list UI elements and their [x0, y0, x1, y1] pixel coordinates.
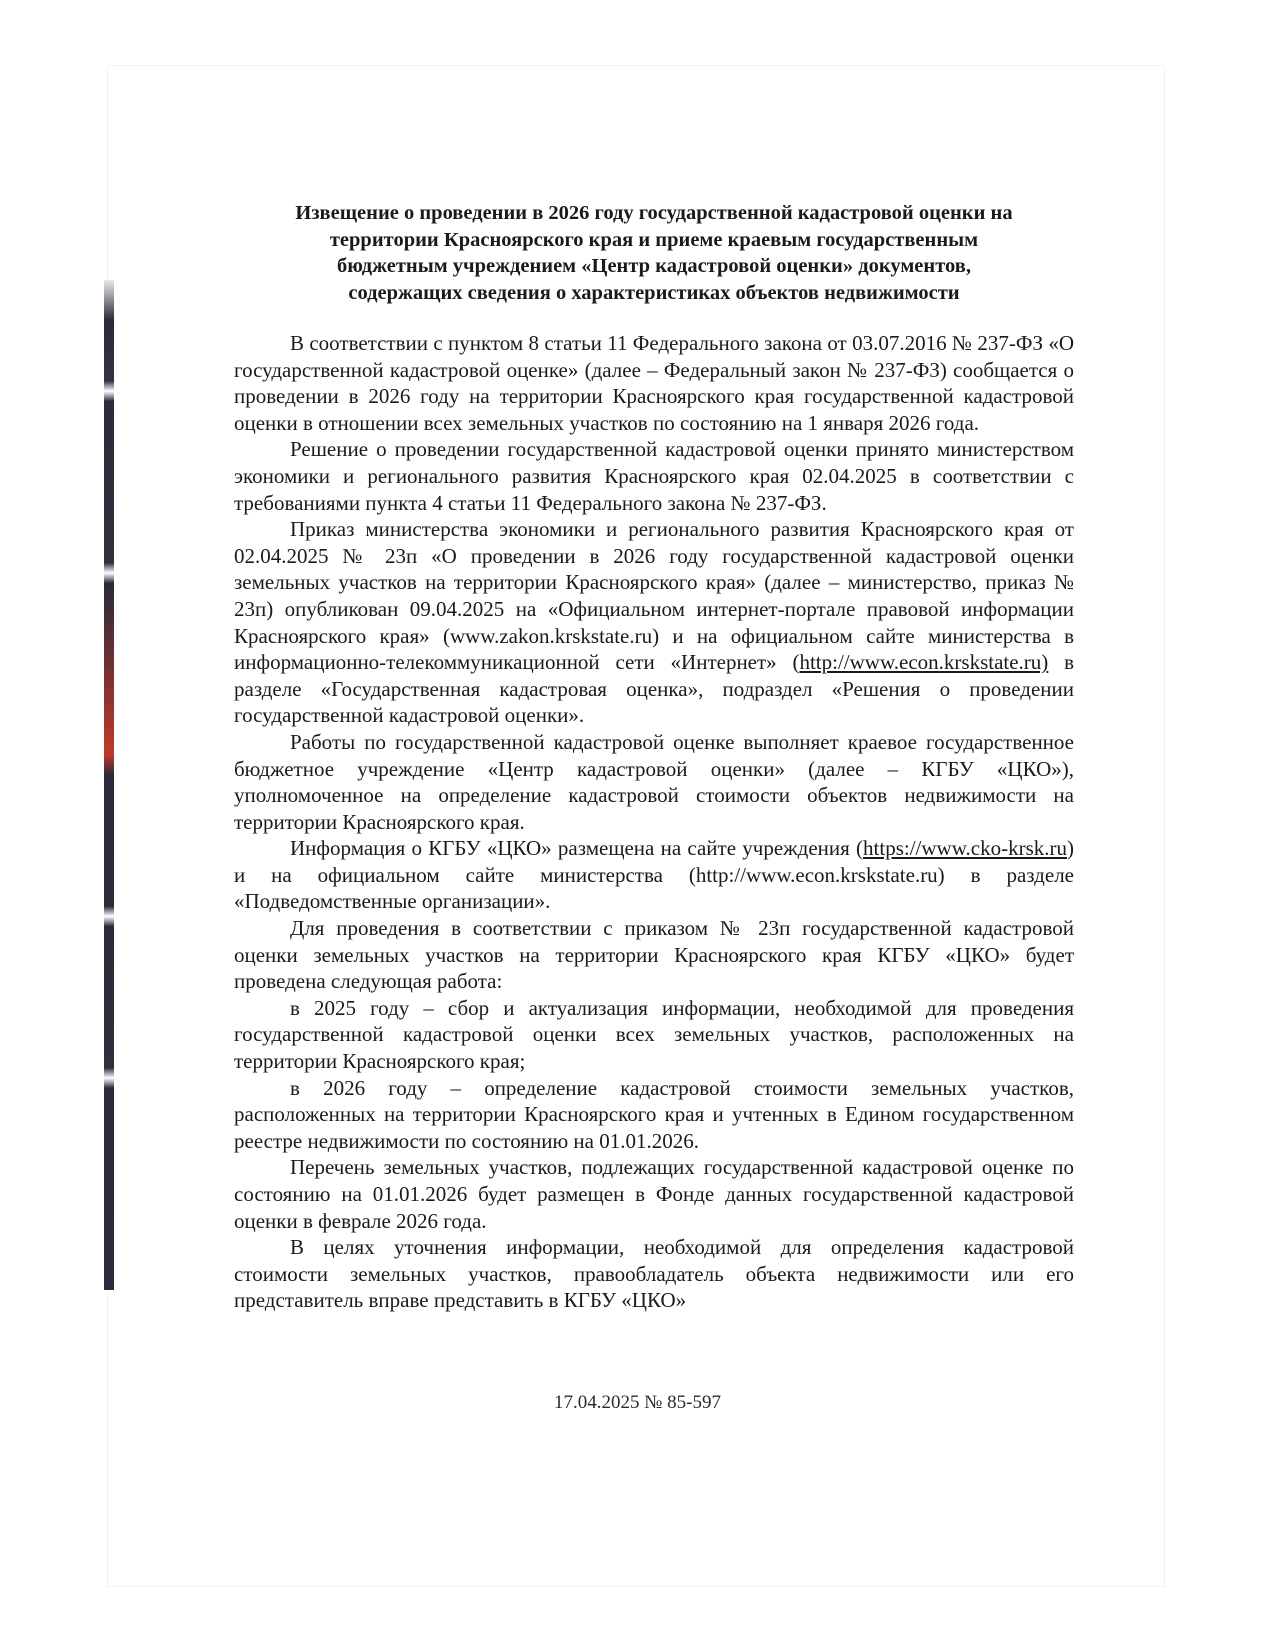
paragraph-order — [234, 516, 1074, 729]
info-text-part1: Информация о КГБУ «ЦКО» размещена на сайте учреждения ( — [290, 836, 864, 861]
paragraph-rights: В целях уточнения информации, необходимой для определения кадастровой стоимости земельных участков, правообладатель объекта недвижимости или его представитель вправе представить в КГБУ «ЦКО» — [234, 1235, 1074, 1313]
document-body — [234, 200, 1074, 1314]
paragraph-info — [234, 835, 1074, 915]
cko-site-link[interactable]: https://www.cko-krsk.ru — [863, 836, 1067, 861]
plan-item-2026: в 2026 году – определение кадастровой стоимости земельных участков, расположенных на территории Красноярского края и учтенных в Едином государственном реестре недвижимости по состоянию на 01.01.2026. — [234, 1075, 1074, 1153]
scan-edge-strip — [104, 280, 114, 1290]
title-line: содержащих сведения о характеристиках объектов недвижимости — [348, 281, 960, 304]
document-reference-number: 17.04.2025 № 85-597 — [554, 1392, 721, 1413]
paragraph-plan: Для проведения в соответствии с приказом № 23п государственной кадастровой оценки земельных участков на территории Красноярского края КГБУ «ЦКО» будет проведена следующая работа: — [234, 916, 1074, 994]
paragraph-list: Перечень земельных участков, подлежащих государственной кадастровой оценке по состоянию на 01.01.2026 будет размещен в Фонде данных государственной кадастровой оценки в феврале 2026 года. — [234, 1155, 1074, 1233]
title-line: бюджетным учреждением «Центр кадастровой оценки» документов, — [337, 255, 971, 277]
order-text-part1: Приказ министерства экономики и регионального развития Красноярского края от 02.04.2025 № 23п «О проведении в 2026 году государственной кадастровой оценки земельных участков на территории Красноярского края» (далее – министерство, приказ № 23п) опубликован 09.04.2025 на «Официальном интернет-портале правовой информации Красноярского края» (www.zakon.krskstate.ru) и на официальном сайте министерства в информационно-телекоммуникационной сети «Интернет» ( — [234, 517, 1074, 675]
title-line: Извещение о проведении в 2026 году государственной кадастровой оценки на — [295, 202, 1013, 224]
order-text-part2: в разделе «Государственная кадастровая оценка», подраздел «Решения о проведении государственной кадастровой оценки». — [234, 650, 1074, 728]
title-line: территории Красноярского края и приеме краевым государственным — [329, 228, 979, 251]
document-text — [234, 330, 1074, 1314]
document-title — [234, 200, 1074, 306]
paragraph-law-reference: В соответствии с пунктом 8 статьи 11 Федерального закона от 03.07.2016 № 237-ФЗ «О государственной кадастровой оценке» (далее – Федеральный закон № 237-ФЗ) сообщается о проведении в 2026 году на территории Красноярского края государственной кадастровой оценки в отношении всех земельных участков по состоянию на 1 января 2026 года. — [234, 331, 1074, 435]
info-text-part2: ) и на официальном сайте министерства (http://www.econ.krskstate.ru) в разделе «Подведомственные организации». — [234, 836, 1074, 914]
econ-site-link[interactable]: http://www.econ.krskstate.ru) — [799, 650, 1049, 675]
paragraph-decision: Решение о проведении государственной кадастровой оценки принято министерством экономики и регионального развития Красноярского края 02.04.2025 в соответствии с требованиями пункта 4 статьи 11 Федерального закона № 237-ФЗ. — [234, 437, 1074, 515]
plan-item-2025: в 2025 году – сбор и актуализация информации, необходимой для проведения государственной кадастровой оценки всех земельных участков, расположенных на территории Красноярского края; — [234, 995, 1074, 1074]
paragraph-works: Работы по государственной кадастровой оценке выполняет краевое государственное бюджетное учреждение «Центр кадастровой оценки» (далее – КГБУ «ЦКО»), уполномоченное на определение кадастровой стоимости объектов недвижимости на территории Красноярского края. — [234, 729, 1074, 834]
